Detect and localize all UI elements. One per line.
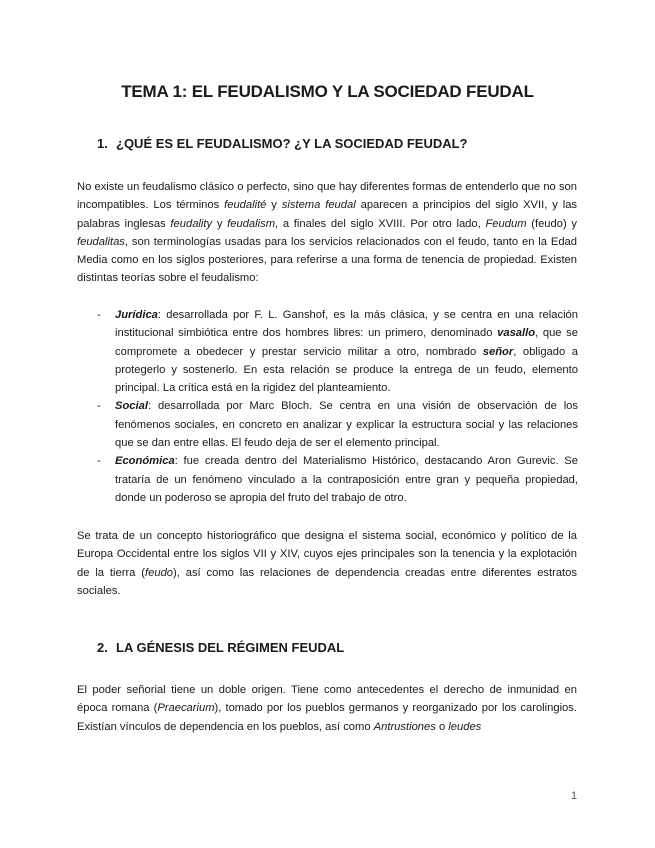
term-praecarium: Praecarium bbox=[157, 702, 215, 715]
section-1-number: 1. bbox=[97, 136, 108, 151]
bullet-dash: - bbox=[97, 455, 101, 468]
page-number: 1 bbox=[571, 790, 578, 802]
list-item-text: Económica: fue creada dentro del Materialismo Histórico, destacando Aron Gurevic. Se trataría de un fenómeno vinculado a la contraposición entre gran y pequeña propiedad, donde un poderoso se apropia del fruto del trabajo de otro. bbox=[115, 455, 578, 504]
term-feudalitas: feudalitas bbox=[77, 235, 125, 248]
section-2-number: 2. bbox=[97, 640, 108, 655]
term-antrustiones: Antrustiones bbox=[373, 720, 436, 733]
term-feudality: feudality bbox=[170, 217, 213, 230]
term-senor: señor bbox=[482, 345, 514, 358]
theory-term-juridica: Jurídica bbox=[115, 309, 158, 321]
section-2-heading bbox=[97, 640, 344, 655]
theory-term-social: Social bbox=[115, 400, 148, 413]
list-item-text: Social: desarrollada por Marc Bloch. Se centra en una visión de observación de los fenómenos sociales, en concreto en analizar y explicar la estructura social y las relaciones que se dan entre ellas. El feudo deja de ser el elemento principal. bbox=[115, 400, 578, 450]
section-2-heading-text: LA GÉNESIS DEL RÉGIMEN FEUDAL bbox=[116, 640, 345, 655]
list-item-economica bbox=[0, 452, 655, 507]
theories-list bbox=[0, 306, 655, 507]
term-feudalite: feudalité bbox=[224, 199, 267, 212]
bullet-dash: - bbox=[97, 309, 101, 321]
term-feudum: Feudum bbox=[485, 217, 527, 230]
section-1-intro-paragraph: No existe un feudalismo clásico o perfecto, sino que hay diferentes formas de entenderlo que no son incompatibles. Los términos feudalité y sistema feudal aparecen a principios del siglo XVII, y las palabras inglesas feudality y feudalism, a finales del siglo XVIII. Por otro lado, Feudum (feudo) y feudalitas, son terminologías usadas para los servicios relacionados con el feudo, tanto en la Edad Media como en los siglos posteriores, para referirse a una forma de tenencia de propiedad. Existen distintas teorías sobre el feudalismo: bbox=[77, 181, 578, 285]
list-item-juridica bbox=[0, 306, 655, 397]
term-leudes: leudes bbox=[448, 720, 482, 733]
section-1-heading bbox=[97, 136, 468, 151]
document-title: TEMA 1: EL FEUDALISMO Y LA SOCIEDAD FEUDAL bbox=[121, 82, 534, 101]
section-1-heading-text: ¿QUÉ ES EL FEUDALISMO? ¿Y LA SOCIEDAD FEUDAL? bbox=[116, 136, 468, 151]
section-1-closing-paragraph: Se trata de un concepto historiográfico que designa el sistema social, económico y político de la Europa Occidental entre los siglos VII y XIV, cuyos ejes principales son la tenencia y la explotación de la tierra (feudo), así como las relaciones de dependencia creadas entre diferentes estratos sociales. bbox=[77, 530, 577, 597]
term-feudalism: feudalism bbox=[227, 217, 276, 230]
term-sistema-feudal: sistema feudal bbox=[281, 199, 356, 212]
section-2-paragraph: El poder señorial tiene un doble origen. Tiene como antecedentes el derecho de inmunidad en época romana (Praecarium), tomado por los pueblos germanos y reorganizado por los carolingios. Existían vínculos de dependencia en los pueblos, así como Antrustiones o leudes bbox=[77, 684, 577, 733]
theory-term-economica: Económica bbox=[115, 455, 175, 468]
term-vasallo: vasallo bbox=[497, 327, 536, 340]
bullet-dash: - bbox=[97, 400, 101, 413]
term-feudo: feudo bbox=[145, 566, 174, 579]
list-item-text: Jurídica: desarrollada por F. L. Ganshof, es la más clásica, y se centra en una relación institucional simbiótica entre dos hombres libres: un primero, denominado vasallo, que se compromete a obedecer y prestar servicio militar a otro, nombrado señor, obligado a protegerlo y sostenerlo. En esta relación se produce la entrega de un feudo, elemento principal. La crítica está en la rigidez del planteamiento. bbox=[115, 309, 578, 395]
list-item-social bbox=[0, 397, 655, 452]
